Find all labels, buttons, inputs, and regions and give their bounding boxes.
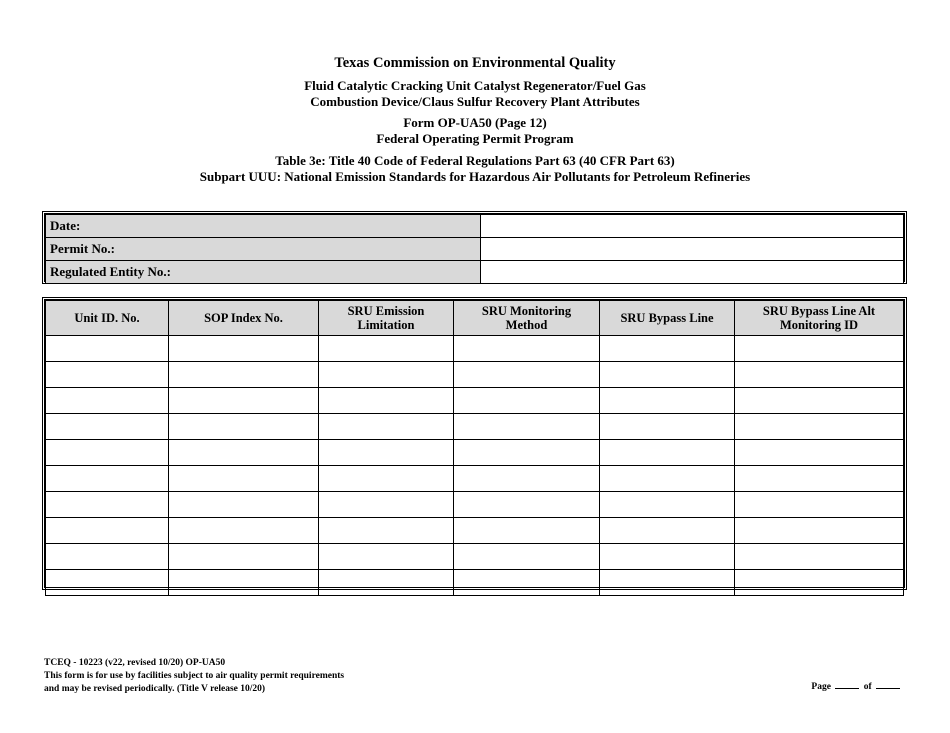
page-numbering <box>811 679 902 692</box>
column-header-sop-index: SOP Index No. <box>169 301 319 336</box>
sru-monitoring-method-cell[interactable] <box>454 336 600 362</box>
sop-index-cell[interactable] <box>169 414 319 440</box>
sru-bypass-line-cell[interactable] <box>600 570 735 596</box>
sru-emission-limitation-cell[interactable] <box>319 362 454 388</box>
page-label: Page <box>811 682 831 692</box>
sop-index-cell[interactable] <box>169 492 319 518</box>
sru-bypass-alt-monitoring-id-cell[interactable] <box>735 388 904 414</box>
form-number: Form OP-UA50 (Page 12) <box>403 115 547 130</box>
sru-bypass-line-cell[interactable] <box>600 414 735 440</box>
table-title-line-1: Table 3e: Title 40 Code of Federal Regulations Part 63 (40 CFR Part 63) <box>275 153 675 168</box>
sru-monitoring-method-cell[interactable] <box>454 492 600 518</box>
sop-index-cell[interactable] <box>169 544 319 570</box>
table-header-row <box>46 301 904 336</box>
sru-bypass-alt-monitoring-id-cell[interactable] <box>735 362 904 388</box>
table-row <box>46 414 904 440</box>
of-label: of <box>863 682 872 692</box>
sru-emission-limitation-cell[interactable] <box>319 544 454 570</box>
table-row <box>46 518 904 544</box>
table-row <box>46 362 904 388</box>
unit-id-cell[interactable] <box>46 388 169 414</box>
footer-form-id: TCEQ - 10223 (v22, revised 10/20) OP-UA50 <box>44 658 226 668</box>
sru-monitoring-method-cell[interactable] <box>454 518 600 544</box>
date-row <box>46 215 904 238</box>
sru-monitoring-method-cell[interactable] <box>454 388 600 414</box>
unit-id-cell[interactable] <box>46 570 169 596</box>
date-label: Date: <box>46 215 481 238</box>
unit-id-cell[interactable] <box>46 362 169 388</box>
table-row <box>46 466 904 492</box>
sru-emission-limitation-cell[interactable] <box>319 518 454 544</box>
table-row <box>46 570 904 596</box>
sru-monitoring-method-cell[interactable] <box>454 544 600 570</box>
sru-bypass-alt-monitoring-id-cell[interactable] <box>735 440 904 466</box>
sru-bypass-alt-monitoring-id-cell[interactable] <box>735 466 904 492</box>
unit-id-cell[interactable] <box>46 414 169 440</box>
column-header-sru-monitoring-method: SRU Monitoring Method <box>454 301 600 336</box>
permit-number-field[interactable] <box>481 238 904 261</box>
table-row <box>46 388 904 414</box>
sru-emission-limitation-cell[interactable] <box>319 440 454 466</box>
table-row <box>46 440 904 466</box>
permit-info-table <box>42 211 907 284</box>
sru-bypass-alt-monitoring-id-cell[interactable] <box>735 414 904 440</box>
sop-index-cell[interactable] <box>169 336 319 362</box>
unit-id-cell[interactable] <box>46 440 169 466</box>
sru-bypass-line-cell[interactable] <box>600 336 735 362</box>
page-number-field[interactable] <box>835 679 859 689</box>
regulated-entity-label: Regulated Entity No.: <box>46 261 481 284</box>
unit-id-cell[interactable] <box>46 518 169 544</box>
unit-id-cell[interactable] <box>46 544 169 570</box>
sru-bypass-line-cell[interactable] <box>600 362 735 388</box>
program-name: Federal Operating Permit Program <box>376 131 574 146</box>
form-footer <box>44 657 344 696</box>
sru-monitoring-method-cell[interactable] <box>454 466 600 492</box>
column-header-sru-emission-limitation: SRU Emission Limitation <box>319 301 454 336</box>
permit-row <box>46 238 904 261</box>
sop-index-cell[interactable] <box>169 388 319 414</box>
entity-row <box>46 261 904 284</box>
sru-bypass-alt-monitoring-id-cell[interactable] <box>735 336 904 362</box>
sru-bypass-alt-monitoring-id-cell[interactable] <box>735 544 904 570</box>
table-row <box>46 544 904 570</box>
sru-emission-limitation-cell[interactable] <box>319 388 454 414</box>
sru-bypass-alt-monitoring-id-cell[interactable] <box>735 518 904 544</box>
sru-emission-limitation-cell[interactable] <box>319 466 454 492</box>
table-title <box>0 153 950 185</box>
page-total-field[interactable] <box>876 679 900 689</box>
sop-index-cell[interactable] <box>169 362 319 388</box>
sru-emission-limitation-cell[interactable] <box>319 336 454 362</box>
sru-bypass-line-cell[interactable] <box>600 492 735 518</box>
table-row <box>46 492 904 518</box>
form-subtitle <box>0 78 950 110</box>
sop-index-cell[interactable] <box>169 518 319 544</box>
unit-id-cell[interactable] <box>46 466 169 492</box>
agency-title: Texas Commission on Environmental Quality <box>334 55 616 71</box>
subtitle-line-1: Fluid Catalytic Cracking Unit Catalyst Regenerator/Fuel Gas <box>304 78 646 93</box>
footer-revision-note: and may be revised periodically. (Title V release 10/20) <box>44 684 266 694</box>
sru-attributes-table <box>42 297 907 590</box>
column-header-unit-id: Unit ID. No. <box>46 301 169 336</box>
sru-monitoring-method-cell[interactable] <box>454 362 600 388</box>
sru-monitoring-method-cell[interactable] <box>454 414 600 440</box>
unit-id-cell[interactable] <box>46 492 169 518</box>
unit-id-cell[interactable] <box>46 336 169 362</box>
sru-bypass-line-cell[interactable] <box>600 518 735 544</box>
sru-bypass-alt-monitoring-id-cell[interactable] <box>735 492 904 518</box>
footer-usage-note: This form is for use by facilities subject to air quality permit requirements <box>44 671 345 681</box>
sru-bypass-line-cell[interactable] <box>600 388 735 414</box>
sru-emission-limitation-cell[interactable] <box>319 570 454 596</box>
sru-emission-limitation-cell[interactable] <box>319 414 454 440</box>
sru-monitoring-method-cell[interactable] <box>454 570 600 596</box>
sru-emission-limitation-cell[interactable] <box>319 492 454 518</box>
column-header-sru-bypass-line: SRU Bypass Line <box>600 301 735 336</box>
date-field[interactable] <box>481 215 904 238</box>
sru-bypass-alt-monitoring-id-cell[interactable] <box>735 570 904 596</box>
regulated-entity-field[interactable] <box>481 261 904 284</box>
column-header-sru-bypass-alt-monitoring-id: SRU Bypass Line Alt Monitoring ID <box>735 301 904 336</box>
permit-number-label: Permit No.: <box>46 238 481 261</box>
table-title-line-2: Subpart UUU: National Emission Standards for Hazardous Air Pollutants for Petroleum Refineries <box>199 169 751 184</box>
subtitle-line-2: Combustion Device/Claus Sulfur Recovery Plant Attributes <box>310 94 640 109</box>
sop-index-cell[interactable] <box>169 440 319 466</box>
sop-index-cell[interactable] <box>169 466 319 492</box>
sru-monitoring-method-cell[interactable] <box>454 440 600 466</box>
table-row <box>46 336 904 362</box>
sru-bypass-line-cell[interactable] <box>600 544 735 570</box>
sru-bypass-line-cell[interactable] <box>600 440 735 466</box>
sru-bypass-line-cell[interactable] <box>600 466 735 492</box>
sop-index-cell[interactable] <box>169 570 319 596</box>
form-identifier <box>0 115 950 147</box>
